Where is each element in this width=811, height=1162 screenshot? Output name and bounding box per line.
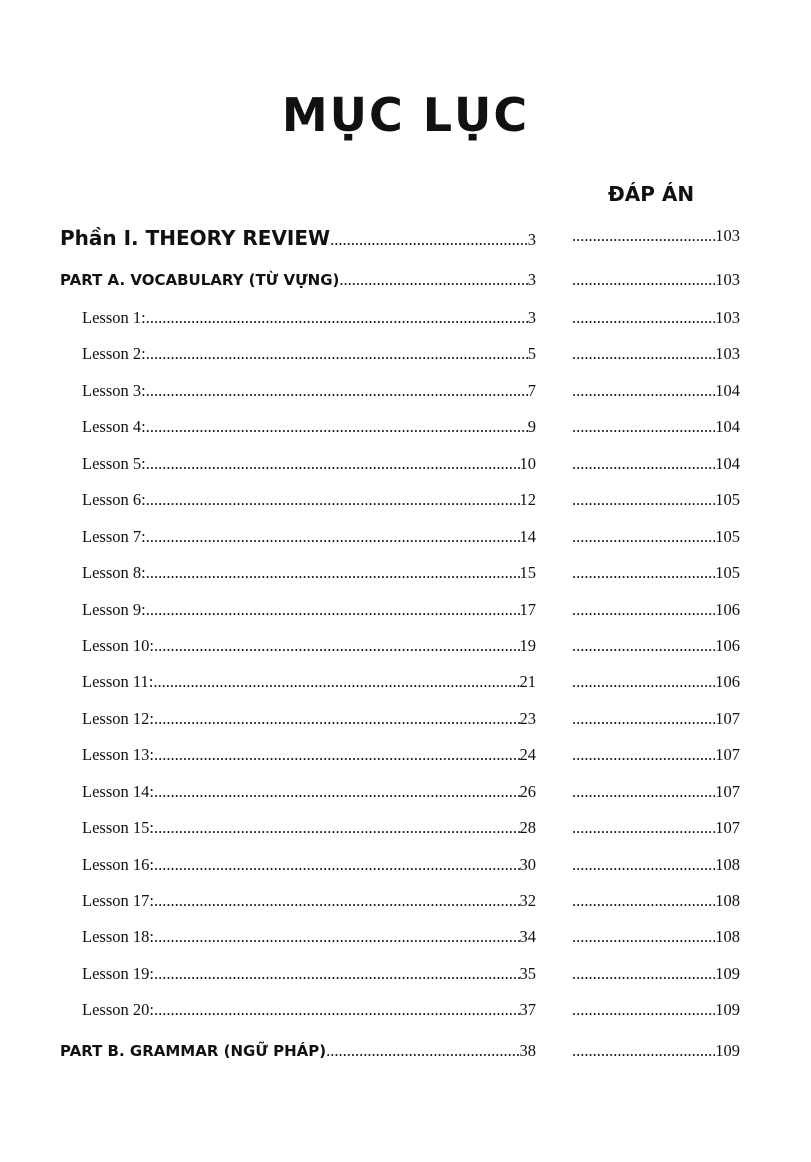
- answer-page-number: 105: [715, 490, 740, 509]
- answer-page-number: 108: [715, 891, 740, 910]
- answer-page-number: 104: [715, 454, 740, 473]
- toc-entry-label: Lesson 5:: [82, 454, 146, 473]
- toc-entry-label: Lesson 14:: [82, 782, 154, 801]
- answer-page-number: 106: [715, 672, 740, 691]
- toc-row: [0, 782, 811, 812]
- dot-leader: [572, 927, 715, 947]
- toc-entry-label: Lesson 19:: [82, 964, 154, 983]
- toc-entry[interactable]: [82, 381, 536, 401]
- toc-entry-label: Lesson 10:: [82, 636, 154, 655]
- dot-leader: [572, 308, 715, 328]
- dot-leader: [153, 672, 519, 692]
- answer-page-number: 107: [715, 782, 740, 801]
- answer-page-entry[interactable]: [572, 1041, 740, 1061]
- toc-row: [0, 636, 811, 666]
- dot-leader: [154, 818, 520, 838]
- dot-leader: [146, 563, 520, 583]
- toc-entry[interactable]: [82, 527, 536, 547]
- toc-row: [0, 855, 811, 885]
- answer-page-entry[interactable]: [572, 226, 740, 246]
- toc-row: [0, 417, 811, 447]
- toc-page-number: 35: [519, 964, 536, 983]
- answer-page-number: 107: [715, 818, 740, 837]
- toc-entry-label: Lesson 4:: [82, 417, 146, 436]
- toc-entry[interactable]: [82, 745, 536, 765]
- toc-row: [0, 381, 811, 411]
- toc-page-number: 3: [527, 270, 536, 289]
- answer-page-number: 106: [715, 600, 740, 619]
- toc-page-number: 3: [527, 308, 536, 327]
- toc-entry-label: Lesson 17:: [82, 891, 154, 910]
- toc-row: [0, 600, 811, 630]
- answer-page-number: 103: [715, 344, 740, 363]
- answer-page-number: 106: [715, 636, 740, 655]
- toc-row: [0, 490, 811, 520]
- toc-row: [0, 1041, 811, 1071]
- dot-leader: [339, 270, 527, 290]
- answer-page-entry[interactable]: [572, 672, 740, 692]
- dot-leader: [154, 1000, 520, 1020]
- answer-page-number: 109: [715, 1000, 740, 1019]
- toc-row: [0, 745, 811, 775]
- answer-page-entry[interactable]: [572, 454, 740, 474]
- toc-entry[interactable]: [82, 818, 536, 838]
- toc-entry[interactable]: [82, 855, 536, 875]
- answer-page-number: 109: [715, 1041, 740, 1060]
- toc-entry-label: Phần I. THEORY REVIEW: [60, 226, 331, 250]
- toc-entry[interactable]: [82, 417, 536, 437]
- dot-leader: [146, 454, 520, 474]
- dot-leader: [572, 1041, 715, 1061]
- toc-page-number: 15: [519, 563, 536, 582]
- toc-page-number: 23: [519, 709, 536, 728]
- toc-entry[interactable]: [60, 1041, 536, 1061]
- dot-leader: [154, 636, 520, 656]
- toc-row: [0, 964, 811, 994]
- dot-leader: [154, 709, 520, 729]
- toc-entry-label: Lesson 9:: [82, 600, 146, 619]
- answer-page-number: 105: [715, 527, 740, 546]
- toc-entry-label: PART B. GRAMMAR (NGỮ PHÁP): [60, 1042, 327, 1060]
- answer-page-entry[interactable]: [572, 563, 740, 583]
- dot-leader: [146, 381, 528, 401]
- toc-entry[interactable]: [82, 964, 536, 984]
- toc-page-number: 37: [519, 1000, 536, 1019]
- toc-entry-label: Lesson 18:: [82, 927, 154, 946]
- answer-page-entry[interactable]: [572, 1000, 740, 1020]
- toc-page-number: 26: [519, 782, 536, 801]
- toc-page-number: 34: [519, 927, 536, 946]
- toc-page-number: 5: [527, 344, 536, 363]
- dot-leader: [146, 527, 520, 547]
- dot-leader: [154, 964, 520, 984]
- answers-column-header: ĐÁP ÁN: [608, 182, 695, 206]
- dot-leader: [154, 927, 520, 947]
- dot-leader: [572, 1000, 715, 1020]
- dot-leader: [146, 490, 520, 510]
- dot-leader: [154, 745, 520, 765]
- answer-page-entry[interactable]: [572, 855, 740, 875]
- toc-entry-label: Lesson 13:: [82, 745, 154, 764]
- toc-row: [0, 344, 811, 374]
- toc-row: [0, 563, 811, 593]
- toc-entry-label: Lesson 15:: [82, 818, 154, 837]
- answer-page-entry[interactable]: [572, 709, 740, 729]
- toc-entry[interactable]: [60, 270, 536, 290]
- toc-page-number: 28: [519, 818, 536, 837]
- dot-leader: [572, 818, 715, 838]
- dot-leader: [154, 891, 520, 911]
- toc-page-number: 38: [519, 1041, 536, 1060]
- dot-leader: [572, 417, 715, 437]
- answer-page-entry[interactable]: [572, 490, 740, 510]
- dot-leader: [572, 600, 715, 620]
- answer-page-entry[interactable]: [572, 636, 740, 656]
- toc-entry-label: Lesson 8:: [82, 563, 146, 582]
- answer-page-entry[interactable]: [572, 270, 740, 290]
- toc-entry[interactable]: [82, 454, 536, 474]
- toc-entry-label: PART A. VOCABULARY (TỪ VỰNG): [60, 271, 340, 289]
- dot-leader: [572, 709, 715, 729]
- toc-entry-label: Lesson 1:: [82, 308, 146, 327]
- answer-page-entry[interactable]: [572, 782, 740, 802]
- toc-entry[interactable]: [82, 782, 536, 802]
- toc-row: [0, 1000, 811, 1030]
- answer-page-number: 105: [715, 563, 740, 582]
- toc-page-number: 10: [519, 454, 536, 473]
- dot-leader: [572, 454, 715, 474]
- dot-leader: [572, 527, 715, 547]
- toc-entry-label: Lesson 20:: [82, 1000, 154, 1019]
- toc-page-number: 32: [519, 891, 536, 910]
- toc-entry[interactable]: [82, 344, 536, 364]
- toc-entry[interactable]: [82, 1000, 536, 1020]
- dot-leader: [572, 381, 715, 401]
- dot-leader: [572, 891, 715, 911]
- answer-page-entry[interactable]: [572, 308, 740, 328]
- dot-leader: [146, 417, 528, 437]
- toc-row: [0, 308, 811, 338]
- toc-entry[interactable]: [82, 600, 536, 620]
- toc-page-number: 12: [519, 490, 536, 509]
- toc-entry-label: Lesson 3:: [82, 381, 146, 400]
- toc-row: [0, 709, 811, 739]
- dot-leader: [146, 600, 520, 620]
- toc-entry[interactable]: [82, 636, 536, 656]
- dot-leader: [572, 636, 715, 656]
- answer-page-entry[interactable]: [572, 600, 740, 620]
- toc-entry[interactable]: [82, 891, 536, 911]
- toc-row: [0, 226, 811, 256]
- toc-row: [0, 270, 811, 300]
- dot-leader: [154, 855, 520, 875]
- answer-page-entry[interactable]: [572, 344, 740, 364]
- toc-entry[interactable]: [82, 490, 536, 510]
- answer-page-number: 103: [715, 270, 740, 289]
- toc-entry[interactable]: [82, 672, 536, 692]
- answer-page-entry[interactable]: [572, 964, 740, 984]
- toc-row: [0, 527, 811, 557]
- answer-page-entry[interactable]: [572, 527, 740, 547]
- toc-page-number: 7: [527, 381, 536, 400]
- toc-page-number: 17: [519, 600, 536, 619]
- toc-page-number: 21: [519, 672, 536, 691]
- dot-leader: [572, 782, 715, 802]
- dot-leader: [572, 745, 715, 765]
- toc-entry[interactable]: [82, 927, 536, 947]
- dot-leader: [154, 782, 520, 802]
- toc-row: [0, 672, 811, 702]
- toc-entry[interactable]: [82, 709, 536, 729]
- answer-page-entry[interactable]: [572, 745, 740, 765]
- toc-entry-label: Lesson 2:: [82, 344, 146, 363]
- dot-leader: [572, 490, 715, 510]
- page-title: MỤC LỤC: [281, 88, 530, 142]
- toc-row: [0, 454, 811, 484]
- answer-page-entry[interactable]: [572, 818, 740, 838]
- dot-leader: [330, 230, 528, 250]
- toc-entry-label: Lesson 11:: [82, 672, 154, 691]
- answer-page-number: 103: [715, 226, 740, 245]
- answer-page-number: 104: [715, 381, 740, 400]
- dot-leader: [572, 855, 715, 875]
- toc-entry-label: Lesson 7:: [82, 527, 146, 546]
- answer-page-number: 109: [715, 964, 740, 983]
- dot-leader: [572, 270, 715, 290]
- toc-page-number: 19: [519, 636, 536, 655]
- toc-page-number: 30: [519, 855, 536, 874]
- dot-leader: [572, 672, 715, 692]
- toc-page-number: 24: [519, 745, 536, 764]
- answer-page-entry[interactable]: [572, 927, 740, 947]
- answer-page-number: 103: [715, 308, 740, 327]
- toc-entry[interactable]: [60, 226, 536, 250]
- toc-page-number: 9: [527, 417, 536, 436]
- toc-entry-label: Lesson 6:: [82, 490, 146, 509]
- toc-page-number: 3: [527, 230, 536, 249]
- answer-page-number: 107: [715, 745, 740, 764]
- toc-entry[interactable]: [82, 308, 536, 328]
- dot-leader: [326, 1041, 519, 1061]
- dot-leader: [146, 344, 528, 364]
- toc-entry-label: Lesson 16:: [82, 855, 154, 874]
- answer-page-entry[interactable]: [572, 417, 740, 437]
- answer-page-number: 108: [715, 927, 740, 946]
- answer-page-number: 108: [715, 855, 740, 874]
- toc-row: [0, 927, 811, 957]
- answer-page-entry[interactable]: [572, 891, 740, 911]
- dot-leader: [572, 226, 715, 246]
- toc-entry-label: Lesson 12:: [82, 709, 154, 728]
- toc-row: [0, 891, 811, 921]
- answer-page-number: 107: [715, 709, 740, 728]
- toc-entry[interactable]: [82, 563, 536, 583]
- dot-leader: [146, 308, 528, 328]
- toc-row: [0, 818, 811, 848]
- answer-page-entry[interactable]: [572, 381, 740, 401]
- dot-leader: [572, 344, 715, 364]
- dot-leader: [572, 563, 715, 583]
- answer-page-number: 104: [715, 417, 740, 436]
- toc-page-number: 14: [519, 527, 536, 546]
- dot-leader: [572, 964, 715, 984]
